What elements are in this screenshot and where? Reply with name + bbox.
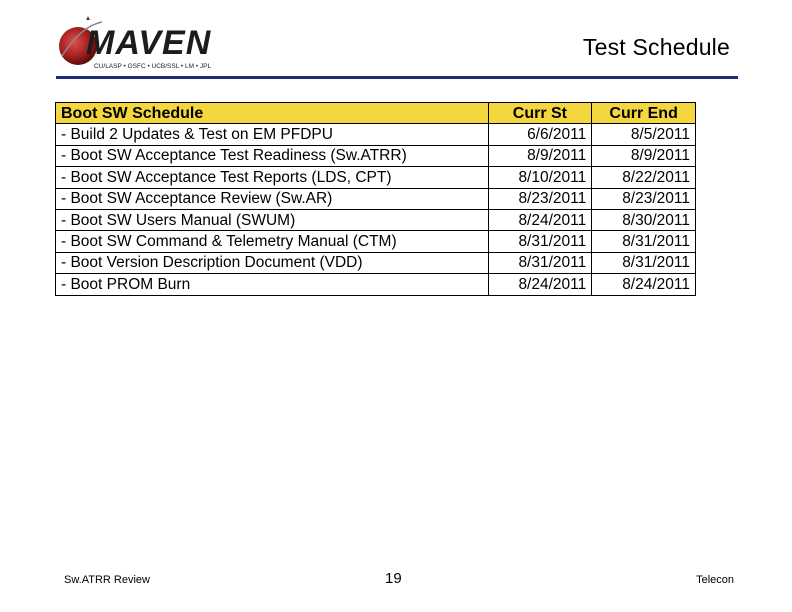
footer-review-label: Sw.ATRR Review [64,574,150,586]
task-cell: - Boot SW Users Manual (SWUM) [56,209,489,230]
column-header-task: Boot SW Schedule [56,103,489,124]
svg-text:MAVEN: MAVEN [86,24,212,62]
start-cell: 8/24/2011 [488,209,592,230]
end-cell: 8/9/2011 [592,145,696,166]
table-header-row [56,103,696,124]
start-cell: 8/31/2011 [488,231,592,252]
end-cell: 8/24/2011 [592,274,696,295]
start-cell: 8/10/2011 [488,167,592,188]
task-cell: - Boot Version Description Document (VDD) [56,252,489,273]
column-header-start: Curr St [488,103,592,124]
start-cell: 8/23/2011 [488,188,592,209]
task-cell: - Boot SW Acceptance Review (Sw.AR) [56,188,489,209]
end-cell: 8/23/2011 [592,188,696,209]
table-row [56,274,696,295]
end-cell: 8/5/2011 [592,124,696,145]
page-title: Test Schedule [582,34,730,60]
footer-telecon-label: Telecon [696,574,734,586]
task-cell: - Boot SW Acceptance Test Readiness (Sw.ATRR) [56,145,489,166]
task-cell: - Boot SW Acceptance Test Reports (LDS, CPT) [56,167,489,188]
task-cell: - Build 2 Updates & Test on EM PFDPU [56,124,489,145]
maven-logo-graphic [56,16,216,74]
table-row [56,231,696,252]
table-row [56,167,696,188]
end-cell: 8/31/2011 [592,252,696,273]
table-row [56,209,696,230]
end-cell: 8/22/2011 [592,167,696,188]
table-row [56,124,696,145]
start-cell: 8/24/2011 [488,274,592,295]
end-cell: 8/30/2011 [592,209,696,230]
svg-text:CU/LASP • GSFC • UCB/SSL • LM: CU/LASP • GSFC • UCB/SSL • LM • JPL [94,63,212,70]
start-cell: 8/31/2011 [488,252,592,273]
page-number: 19 [385,570,402,587]
start-cell: 8/9/2011 [488,145,592,166]
table-row [56,188,696,209]
task-cell: - Boot PROM Burn [56,274,489,295]
task-cell: - Boot SW Command & Telemetry Manual (CTM) [56,231,489,252]
column-header-end: Curr End [592,103,696,124]
table-row [56,145,696,166]
start-cell: 6/6/2011 [488,124,592,145]
title-divider [56,76,738,79]
maven-logo [56,16,216,74]
schedule-table [55,102,696,296]
end-cell: 8/31/2011 [592,231,696,252]
table-row [56,252,696,273]
